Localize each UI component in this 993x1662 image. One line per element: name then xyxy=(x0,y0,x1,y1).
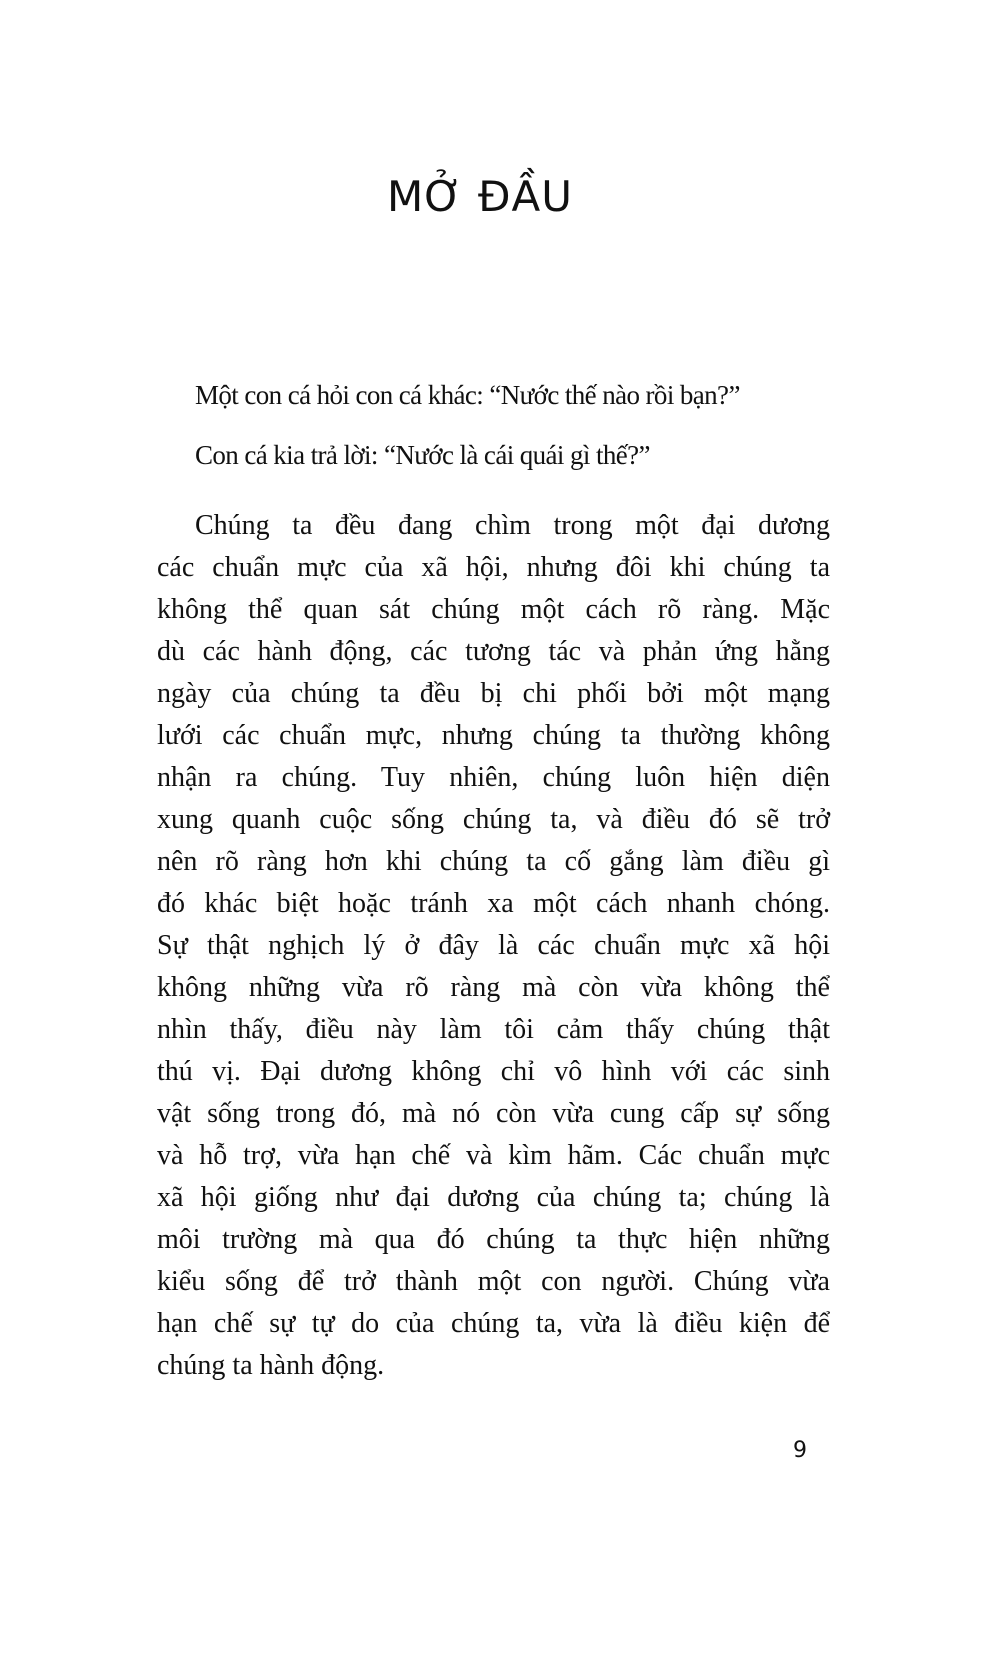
body-line: đó khác biệt hoặc tránh xa một cách nhanh chóng. xyxy=(157,888,830,919)
body-line: dù các hành động, các tương tác và phản ứng hằng xyxy=(157,636,830,667)
epigraph-answer: Con cá kia trả lời: “Nước là cái quái gì thế?” xyxy=(195,440,650,470)
body-line: xã hội giống như đại dương của chúng ta; chúng là xyxy=(157,1182,830,1213)
body-paragraph xyxy=(157,505,830,1387)
body-line: thú vị. Đại dương không chỉ vô hình với các sinh xyxy=(157,1056,830,1087)
body-line: lưới các chuẩn mực, nhưng chúng ta thường không xyxy=(157,720,830,751)
body-line: nhìn thấy, điều này làm tôi cảm thấy chúng thật xyxy=(157,1014,830,1045)
body-line: kiểu sống để trở thành một con người. Chúng vừa xyxy=(157,1266,830,1297)
page-number: 9 xyxy=(793,1438,807,1463)
body-line: xung quanh cuộc sống chúng ta, và điều đó sẽ trở xyxy=(157,804,830,835)
body-line: vật sống trong đó, mà nó còn vừa cung cấp sự sống xyxy=(157,1098,830,1129)
body-line: các chuẩn mực của xã hội, nhưng đôi khi chúng ta xyxy=(157,552,830,583)
body-line: chúng ta hành động. xyxy=(157,1350,385,1381)
body-line: nhận ra chúng. Tuy nhiên, chúng luôn hiện diện xyxy=(157,762,830,793)
body-line: môi trường mà qua đó chúng ta thực hiện những xyxy=(157,1224,830,1255)
body-line: Chúng ta đều đang chìm trong một đại dương xyxy=(195,510,830,541)
body-line: không thể quan sát chúng một cách rõ ràng. Mặc xyxy=(157,594,830,625)
body-line: ngày của chúng ta đều bị chi phối bởi một mạng xyxy=(157,678,830,709)
epigraph-question: Một con cá hỏi con cá khác: “Nước thế nào rồi bạn?” xyxy=(195,380,740,410)
body-line: Sự thật nghịch lý ở đây là các chuẩn mực xã hội xyxy=(157,930,830,961)
body-line: không những vừa rõ ràng mà còn vừa không thể xyxy=(157,972,830,1003)
chapter-title: MỞ ĐẦU xyxy=(387,172,573,221)
body-line: hạn chế sự tự do của chúng ta, vừa là điều kiện để xyxy=(157,1308,830,1339)
body-line: và hỗ trợ, vừa hạn chế và kìm hãm. Các chuẩn mực xyxy=(157,1140,830,1171)
body-line: nên rõ ràng hơn khi chúng ta cố gắng làm điều gì xyxy=(157,846,830,877)
